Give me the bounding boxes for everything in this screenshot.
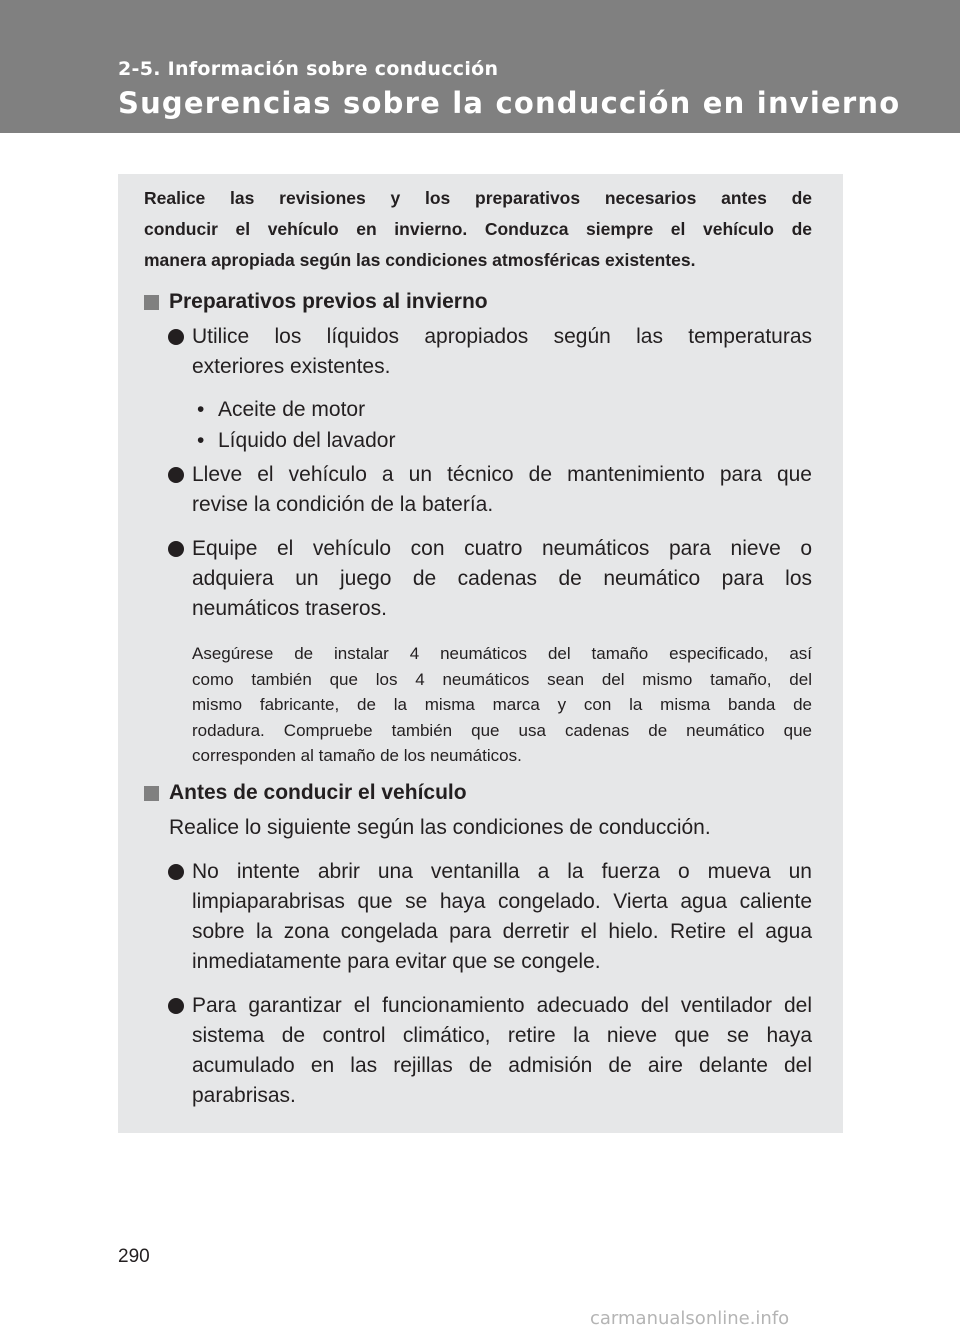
note-line: corresponden al tamaño de los neumáticos. bbox=[192, 746, 522, 765]
bullet-item bbox=[192, 991, 812, 1111]
intro-line: manera apropiada según las condiciones atmosféricas existentes. bbox=[144, 250, 696, 270]
note-line: Asegúrese de instalar 4 neumáticos del tamaño especificado, así bbox=[192, 644, 812, 663]
subitem-dot: • bbox=[197, 398, 205, 421]
bullet-line: adquiera un juego de cadenas de neumático para los bbox=[192, 567, 812, 590]
bullet-line: Para garantizar el funcionamiento adecuado del ventilador del bbox=[192, 994, 812, 1017]
bullet-dot-icon bbox=[168, 329, 184, 345]
subitem: Líquido del lavador bbox=[218, 429, 396, 452]
bullet-item bbox=[192, 534, 812, 624]
bullet-line: exteriores existentes. bbox=[192, 355, 391, 378]
square-bullet-icon bbox=[144, 295, 159, 310]
subitem-dot: • bbox=[197, 429, 205, 452]
note-line: como también que los 4 neumáticos sean del mismo tamaño, del bbox=[192, 669, 812, 689]
bullet-line: Utilice los líquidos apropiados según las temperaturas bbox=[192, 325, 812, 348]
note-line: mismo fabricante, de la misma marca y con la misma banda de bbox=[192, 695, 812, 714]
bullet-line: inmediatamente para evitar que se congele. bbox=[192, 950, 601, 973]
section-label: 2-5. Información sobre conducción bbox=[118, 58, 499, 80]
section-heading: Antes de conducir el vehículo bbox=[169, 781, 467, 804]
page-header bbox=[0, 0, 960, 133]
page-number: 290 bbox=[118, 1246, 150, 1267]
bullet-line: acumulado en las rejillas de admisión de aire delante del bbox=[192, 1054, 812, 1077]
bullet-line: parabrisas. bbox=[192, 1084, 296, 1107]
square-bullet-icon bbox=[144, 786, 159, 801]
bullet-line: Equipe el vehículo con cuatro neumáticos para nieve o bbox=[192, 537, 812, 560]
section-text: Realice lo siguiente según las condiciones de conducción. bbox=[169, 816, 711, 839]
page-title: Sugerencias sobre la conducción en invierno bbox=[118, 86, 901, 120]
bullet-line: sobre la zona congelada para derretir el hielo. Retire el agua bbox=[192, 920, 812, 943]
bullet-line: Lleve el vehículo a un técnico de mantenimiento para que bbox=[192, 463, 812, 486]
note-line: rodadura. Compruebe también que usa cadenas de neumático que bbox=[192, 720, 812, 740]
bullet-item bbox=[192, 857, 812, 977]
bullet-dot-icon bbox=[168, 541, 184, 557]
note-paragraph bbox=[192, 641, 812, 769]
bullet-dot-icon bbox=[168, 998, 184, 1014]
bullet-item bbox=[192, 322, 812, 382]
bullet-line: revise la condición de la batería. bbox=[192, 493, 494, 516]
bullet-line: No intente abrir una ventanilla a la fuerza o mueva un bbox=[192, 860, 812, 883]
bullet-line: sistema de control climático, retire la nieve que se haya bbox=[192, 1024, 812, 1047]
bullet-line: neumáticos traseros. bbox=[192, 597, 387, 620]
section-heading: Preparativos previos al invierno bbox=[169, 290, 488, 313]
bullet-line: limpiaparabrisas que se haya congelado. Vierta agua caliente bbox=[192, 890, 812, 913]
bullet-dot-icon bbox=[168, 467, 184, 483]
intro-paragraph bbox=[144, 183, 812, 276]
intro-line: Realice las revisiones y los preparativos necesarios antes de bbox=[144, 188, 812, 208]
bullet-dot-icon bbox=[168, 864, 184, 880]
subitem: Aceite de motor bbox=[218, 398, 366, 421]
bullet-item bbox=[192, 460, 812, 520]
intro-line: conducir el vehículo en invierno. Conduzca siempre el vehículo de bbox=[144, 219, 812, 239]
watermark: carmanualsonline.info bbox=[590, 1308, 790, 1329]
